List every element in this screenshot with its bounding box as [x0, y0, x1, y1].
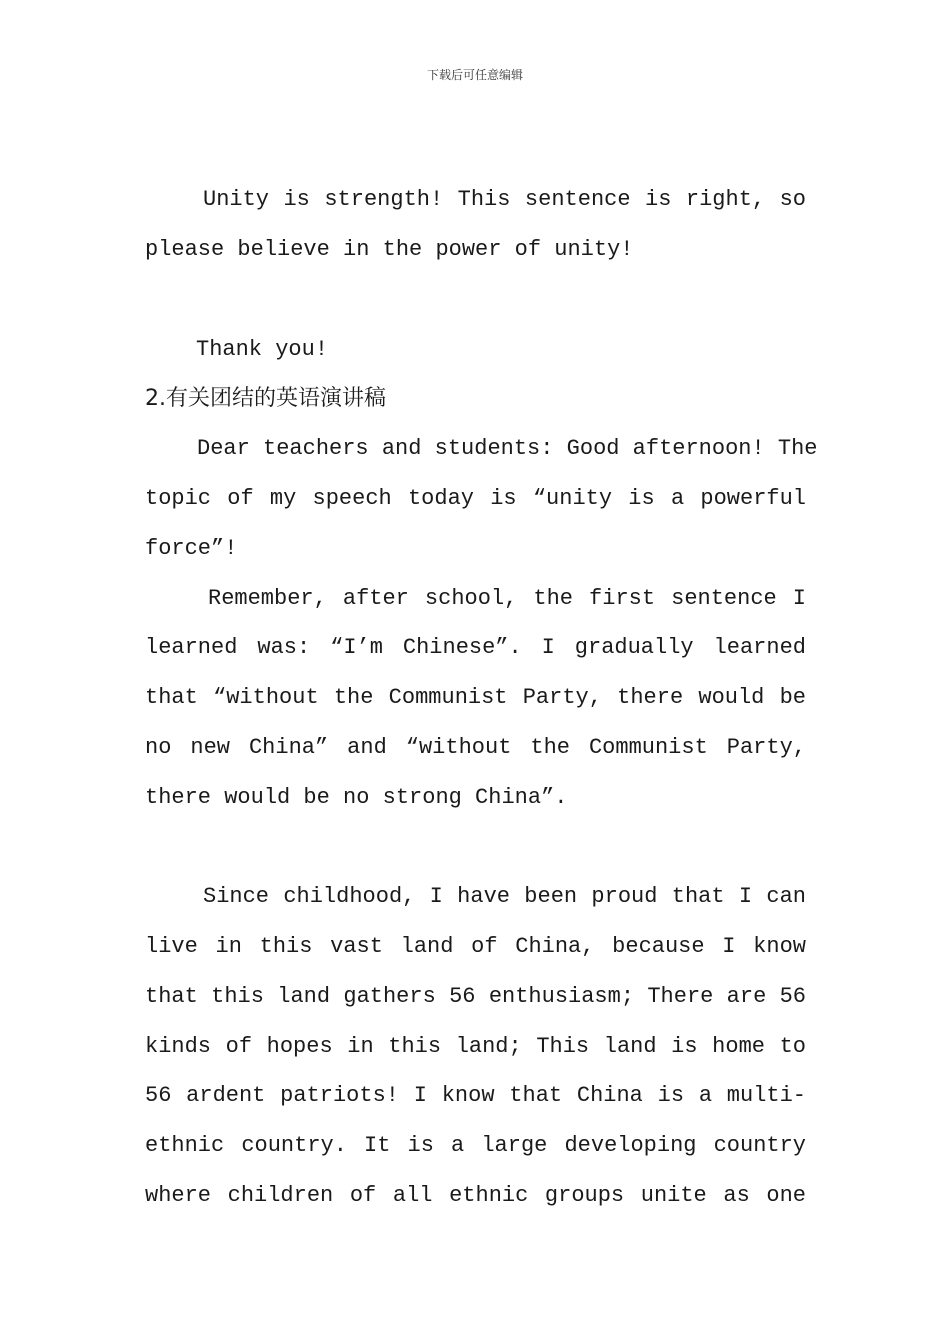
paragraph-line: that “without the Communist Party, there would be — [145, 685, 806, 710]
paragraph-line: 56 ardent patriots! I know that China is a multi- — [145, 1083, 806, 1108]
paragraph-line: kinds of hopes in this land; This land is home to — [145, 1034, 806, 1059]
paragraph-line: Dear teachers and students: Good afternoon! The — [197, 436, 818, 461]
paragraph-line: where children of all ethnic groups unite as one — [145, 1183, 806, 1208]
section-heading: 2.有关团结的英语演讲稿 — [145, 386, 386, 411]
paragraph-line: topic of my speech today is “unity is a powerful — [145, 486, 806, 511]
paragraph-line: Remember, after school, the first sentence I — [208, 586, 806, 611]
paragraph-line: live in this vast land of China, because I know — [145, 934, 806, 959]
paragraph-line: Unity is strength! This sentence is right, so — [203, 187, 806, 212]
paragraph-line: Since childhood, I have been proud that I can — [203, 884, 806, 909]
paragraph-line: that this land gathers 56 enthusiasm; There are 56 — [145, 984, 806, 1009]
paragraph-line: there would be no strong China”. — [145, 785, 568, 810]
paragraph-line: learned was: “I’m Chinese”. I gradually learned — [145, 635, 806, 660]
paragraph-line: Thank you! — [196, 337, 329, 362]
paragraph-line: force”! — [145, 536, 238, 561]
paragraph-line: please believe in the power of unity! — [145, 237, 634, 262]
page-header: 下载后可任意编辑 — [426, 68, 523, 82]
paragraph-line: ethnic country. It is a large developing country — [145, 1133, 806, 1158]
paragraph-line: no new China” and “without the Communist Party, — [145, 735, 806, 760]
